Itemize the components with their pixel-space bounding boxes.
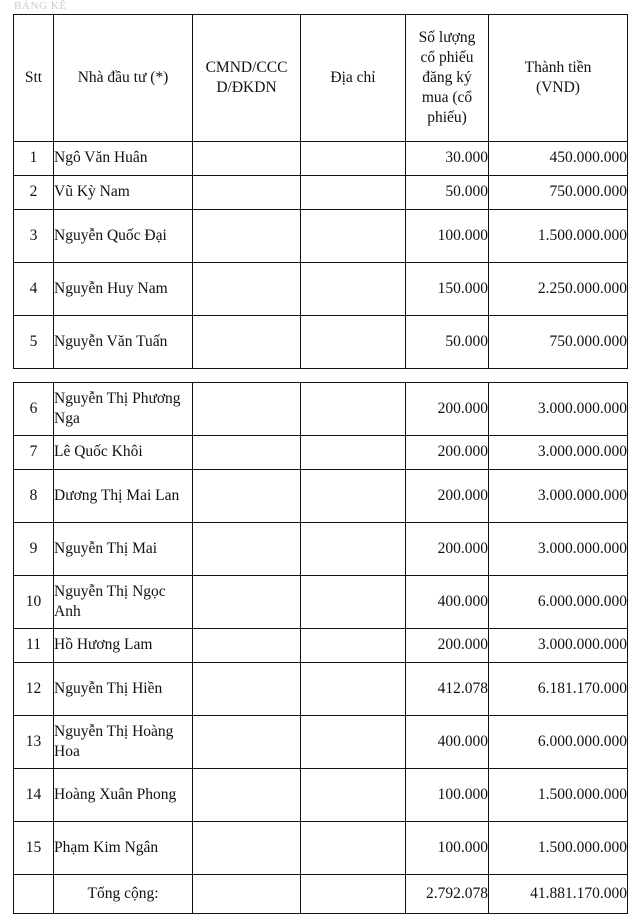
- cell-investor: Vũ Kỳ Nam: [54, 176, 193, 210]
- cell-amount: 6.000.000.000: [489, 576, 628, 629]
- column-header-amount: [489, 15, 628, 142]
- table-row: [14, 210, 628, 263]
- table-body-part-1: [14, 142, 628, 369]
- column-header-quantity-line4: mua (cổ: [421, 89, 473, 107]
- cell-id: [193, 383, 301, 436]
- table-row: [14, 629, 628, 663]
- cell-total-amount: 41.881.170.000: [489, 875, 628, 914]
- cell-amount: 3.000.000.000: [489, 629, 628, 663]
- cell-amount: 6.000.000.000: [489, 716, 628, 769]
- cell-investor: Nguyễn Huy Nam: [54, 263, 193, 316]
- investor-table-part-2: [13, 382, 628, 914]
- cell-quantity: 30.000: [406, 142, 489, 176]
- cell-quantity: 200.000: [406, 523, 489, 576]
- cell-id: [193, 576, 301, 629]
- column-header-address: [301, 15, 406, 142]
- cell-quantity: 200.000: [406, 470, 489, 523]
- table-row: [14, 716, 628, 769]
- cell-address: [301, 576, 406, 629]
- cell-id: [193, 316, 301, 369]
- cell-quantity: 200.000: [406, 383, 489, 436]
- cell-stt: 10: [14, 576, 54, 629]
- cell-amount: 3.000.000.000: [489, 436, 628, 470]
- cell-investor: Lê Quốc Khôi: [54, 436, 193, 470]
- cell-investor: Hồ Hương Lam: [54, 629, 193, 663]
- table-row: [14, 176, 628, 210]
- column-header-amount-line1: Thành tiền: [524, 58, 592, 76]
- column-header-investor-label: Nhà đầu tư (*): [77, 68, 169, 86]
- table-row: [14, 523, 628, 576]
- cell-address: [301, 663, 406, 716]
- cell-stt: 4: [14, 263, 54, 316]
- cell-amount: 3.000.000.000: [489, 523, 628, 576]
- cell-stt: 2: [14, 176, 54, 210]
- table-total-row: [14, 875, 628, 914]
- cell-id: [193, 470, 301, 523]
- cell-investor: Nguyễn Thị Phương Nga: [54, 383, 193, 436]
- cell-stt: 5: [14, 316, 54, 369]
- cell-amount: 1.500.000.000: [489, 210, 628, 263]
- cell-quantity: 100.000: [406, 822, 489, 875]
- cell-id: [193, 523, 301, 576]
- cell-quantity: 200.000: [406, 629, 489, 663]
- cell-id: [193, 822, 301, 875]
- cell-total-stt-blank: [14, 875, 54, 914]
- cell-address: [301, 470, 406, 523]
- cell-stt: 9: [14, 523, 54, 576]
- column-header-id-number-line1: CMND/CCC: [205, 58, 288, 76]
- column-header-stt: [14, 15, 54, 142]
- cell-amount: 750.000.000: [489, 316, 628, 369]
- cell-address: [301, 142, 406, 176]
- cell-address: [301, 629, 406, 663]
- cut-off-text-sliver: BẢNG KÊ: [14, 0, 67, 12]
- table-row: [14, 316, 628, 369]
- cell-amount: 6.181.170.000: [489, 663, 628, 716]
- cell-quantity: 100.000: [406, 210, 489, 263]
- cell-address: [301, 176, 406, 210]
- cell-quantity: 400.000: [406, 716, 489, 769]
- cell-stt: 11: [14, 629, 54, 663]
- table-row: [14, 576, 628, 629]
- table-header: [14, 15, 628, 142]
- table-row: [14, 769, 628, 822]
- cell-investor: Hoàng Xuân Phong: [54, 769, 193, 822]
- investor-table-part-1: [13, 14, 628, 369]
- column-header-investor: [54, 15, 193, 142]
- cell-amount: 3.000.000.000: [489, 470, 628, 523]
- cell-id: [193, 663, 301, 716]
- table-row: [14, 383, 628, 436]
- cell-quantity: 412.078: [406, 663, 489, 716]
- cell-investor: Phạm Kim Ngân: [54, 822, 193, 875]
- cell-investor: Nguyễn Thị Mai: [54, 523, 193, 576]
- cell-total-label: Tổng cộng:: [54, 875, 193, 914]
- cell-id: [193, 210, 301, 263]
- cell-amount: 2.250.000.000: [489, 263, 628, 316]
- cell-address: [301, 210, 406, 263]
- cell-quantity: 100.000: [406, 769, 489, 822]
- cell-quantity: 200.000: [406, 436, 489, 470]
- cell-stt: 13: [14, 716, 54, 769]
- cell-amount: 1.500.000.000: [489, 769, 628, 822]
- cell-quantity: 150.000: [406, 263, 489, 316]
- cell-address: [301, 263, 406, 316]
- column-header-quantity-line2: cổ phiếu: [420, 48, 474, 66]
- column-header-quantity-line3: đăng ký: [422, 68, 472, 86]
- cell-amount: 3.000.000.000: [489, 383, 628, 436]
- cell-id: [193, 716, 301, 769]
- cell-address: [301, 822, 406, 875]
- table-header-row: [14, 15, 628, 142]
- cell-stt: 6: [14, 383, 54, 436]
- cell-stt: 7: [14, 436, 54, 470]
- cell-amount: 450.000.000: [489, 142, 628, 176]
- cell-address: [301, 716, 406, 769]
- cell-total-address-blank: [301, 875, 406, 914]
- table-row: [14, 663, 628, 716]
- column-header-quantity-line1: Số lượng: [418, 28, 476, 46]
- cell-address: [301, 316, 406, 369]
- cell-stt: 14: [14, 769, 54, 822]
- cell-amount: 750.000.000: [489, 176, 628, 210]
- cell-stt: 1: [14, 142, 54, 176]
- cell-investor: Nguyễn Quốc Đại: [54, 210, 193, 263]
- cell-total-id-blank: [193, 875, 301, 914]
- cell-quantity: 50.000: [406, 316, 489, 369]
- column-header-id-number: [193, 15, 301, 142]
- table-row: [14, 822, 628, 875]
- cell-address: [301, 523, 406, 576]
- cell-amount: 1.500.000.000: [489, 822, 628, 875]
- table-body-part-2: [14, 383, 628, 914]
- cell-investor: Ngô Văn Huân: [54, 142, 193, 176]
- cell-stt: 15: [14, 822, 54, 875]
- cell-investor: Nguyễn Thị Hoàng Hoa: [54, 716, 193, 769]
- cell-id: [193, 629, 301, 663]
- table-row: [14, 436, 628, 470]
- table-row: [14, 142, 628, 176]
- cell-address: [301, 383, 406, 436]
- cell-stt: 8: [14, 470, 54, 523]
- column-header-address-label: Địa chỉ: [330, 68, 376, 86]
- cell-address: [301, 769, 406, 822]
- table-row: [14, 470, 628, 523]
- cell-quantity: 400.000: [406, 576, 489, 629]
- cell-quantity: 50.000: [406, 176, 489, 210]
- cell-stt: 12: [14, 663, 54, 716]
- column-header-quantity: [406, 15, 489, 142]
- cell-investor: Nguyễn Văn Tuấn: [54, 316, 193, 369]
- cell-investor: Dương Thị Mai Lan: [54, 470, 193, 523]
- table-row: [14, 263, 628, 316]
- cell-id: [193, 142, 301, 176]
- cell-id: [193, 769, 301, 822]
- column-header-amount-line2: (VND): [536, 79, 580, 96]
- cell-investor: Nguyễn Thị Hiền: [54, 663, 193, 716]
- column-header-id-number-line2: D/ĐKDN: [216, 79, 277, 96]
- cell-address: [301, 436, 406, 470]
- column-header-quantity-line5: phiếu): [427, 109, 467, 127]
- cell-investor: Nguyễn Thị Ngọc Anh: [54, 576, 193, 629]
- cell-id: [193, 176, 301, 210]
- cell-id: [193, 436, 301, 470]
- column-header-stt-label: Stt: [24, 68, 43, 86]
- cell-total-quantity: 2.792.078: [406, 875, 489, 914]
- cell-stt: 3: [14, 210, 54, 263]
- cell-id: [193, 263, 301, 316]
